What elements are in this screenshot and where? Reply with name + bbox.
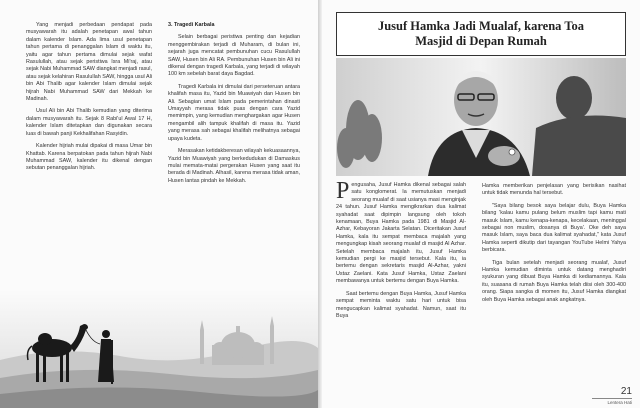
left-page — [0, 0, 318, 408]
section-heading: 3. Tragedi Karbala — [168, 22, 215, 28]
left-column-1 — [26, 22, 152, 178]
paragraph: Merasakan ketidakberesan wilayah kekuasaannya, Yazid bin Muawiyah yang berkedudukan di Damaskus mulai memata-matai pergerakan Husen yang saat itu berada di Madinah. Alhasil, karena merasa tidak aman, Husen lantas pindah ke Mekkah. — [168, 148, 300, 184]
article-title — [336, 12, 626, 56]
title-line: Jusuf Hamka Jadi Mualaf, karena Toa — [377, 19, 585, 33]
desert-silhouette-illustration — [0, 290, 318, 408]
paragraph: Hamka memberikan penjelasan yang berisikan nasihat untuk tidak menunda hal tersebut. — [482, 183, 626, 197]
page-number: 21 — [620, 386, 632, 397]
paragraph: Yang menjadi perbedaan pendapat pada musyawarah itu adalah penetapan awal tahun dalam kalender Islam. Ada lima usul penetapan tahun pertama di penanggalan Islam di waktu itu, yaitu agar tahun pertama dimulai sejak wafat Rasulullah, atau sejak peristiwa Isra Mi'raj, atau sejak Nabi Muhammad SAW diangkat menjadi rasul, atau sejak kelahiran Rasulullah SAW, hingga usul Ali bin Abi Thalib agar kalender Islam dimulai sejak hijrah Nabi Muhammad SAW dari Mekkah ke Madinah. — [26, 22, 152, 103]
paragraph: Kalender hijriah mulai dipakai di masa Umar bin Khattab. Karena berpatokan pada tahun hijrah Nabi Muhammad SAW, kalender itu dikenal dengan sebutan penanggalan hijriah. — [26, 143, 152, 172]
paragraph: "Saya bilang besok saya belajar dulu, Buya Hamka bilang 'kalau kamu pulang belum muslim tapi kamu mati masuk Islam, kamu kenapa-kenapa, kecelakaan, meninggal sebagai non muslim, dosanya di Buya'. Oke deh saya masuk Islam, saya baca dua kalimat syahadat," kata Jusuf Hamka seperti dikutip dari tayangan YouTube Helmi Yahya berbicara. — [482, 202, 626, 254]
paragraph: Usul Ali bin Abi Thalib kemudian yang diterima dalam musyawarah itu. Sejak 8 Rabi'ul Awal 17 H, kalender Islam ditetapkan dan digunakan secara luas di bawah panji Kekhalifahan Rasyidin. — [26, 108, 152, 137]
paragraph: Saat bertemu dengan Buya Hamka, Jusuf Hamka sempat meminta waktu satu hari untuk bisa mengucapkan kalimat syahadat. Namun, saat itu Buya — [336, 290, 466, 319]
right-column-1 — [336, 178, 466, 325]
paragraph: Tragedi Karbala ini dimulai dari perseteruan antara khalifah masa itu, Yazid bin Muawiyah dan Husen bin Ali. Sebagian umat Islam pada pemerintahan dinasti Umayyah merasa tidak puas dengan cara Yazid memimpin, yang kemudian menghargakan agar Husen mengambil alih tampuk khalifah di masa itu. Yazid yang merasa sah sebagai khalifah melihatnya sebagai upaya kudeta. — [168, 83, 300, 142]
right-page — [322, 0, 640, 408]
title-line: Masjid di Depan Rumah — [415, 34, 547, 48]
paragraph: Selain berbagai peristiwa penting dan kejadian menggembirakan terjadi di Muharam, di bulan ini, sejarah juga mencatat pembunuhan cucu Rasulullah SAW, Husen bin Ali RA. Pembunuhan Husen bin Ali ini dikenal dengan tragedi Karbala, yang terjadi di wilayah 100 km sebelah barat daya Bagdad. — [168, 34, 300, 78]
paragraph: Tiga bulan setelah menjadi seorang mualaf, Jusuf Hamka kemudian diminta untuk datang menghadiri syukuran yang dibuat Buya Hamka di kediamannya. Kala itu, suasana di rumah Buya Hamka telah diisi oleh 300-400 orang. Siapa sangka di momen itu, Jusuf Hamka diangkat oleh Buya Hamka sebagai anak angkatnya. — [482, 259, 626, 303]
lead-paragraph: Pengusaha, Jusuf Hamka dikenal sebagai salah satu konglomerat. Ia memutuskan menjadi seorang mualaf di saat usianya masi menginjak 24 tahun. Jusuf Hamka mengikrarkan dua kalimat syahadat saat dipimpin langsung oleh tokoh kenamaan, Buya Hamka pada 1981 di Masjid Al-Azhar, Kebayoran Jakarta Selatan. Diceritakan Jusuf Hamka, kala itu sempat membaca majalah yang mengungkap kisah seorang mualaf di masjid Al Azhar. Setelah membaca majalah itu, Jusuf Hamka kemudian pergi ke masjid tersebut. Kala itu, ia bertemu dengan sekretaris masjid Al-Azhar, yakni Ustaz Zaelani. Kata Jusuf Hamka, Ustaz Zaelani membawanya untuk bertemu dengan Buya Hamka. — [336, 178, 466, 285]
right-column-2 — [482, 183, 626, 309]
left-column-2 — [168, 22, 300, 190]
drop-cap: P — [336, 178, 350, 204]
footer-rule — [592, 398, 632, 399]
jusuf-hamka-photo — [336, 58, 626, 176]
footer-label: Lentera Hati — [607, 400, 632, 405]
